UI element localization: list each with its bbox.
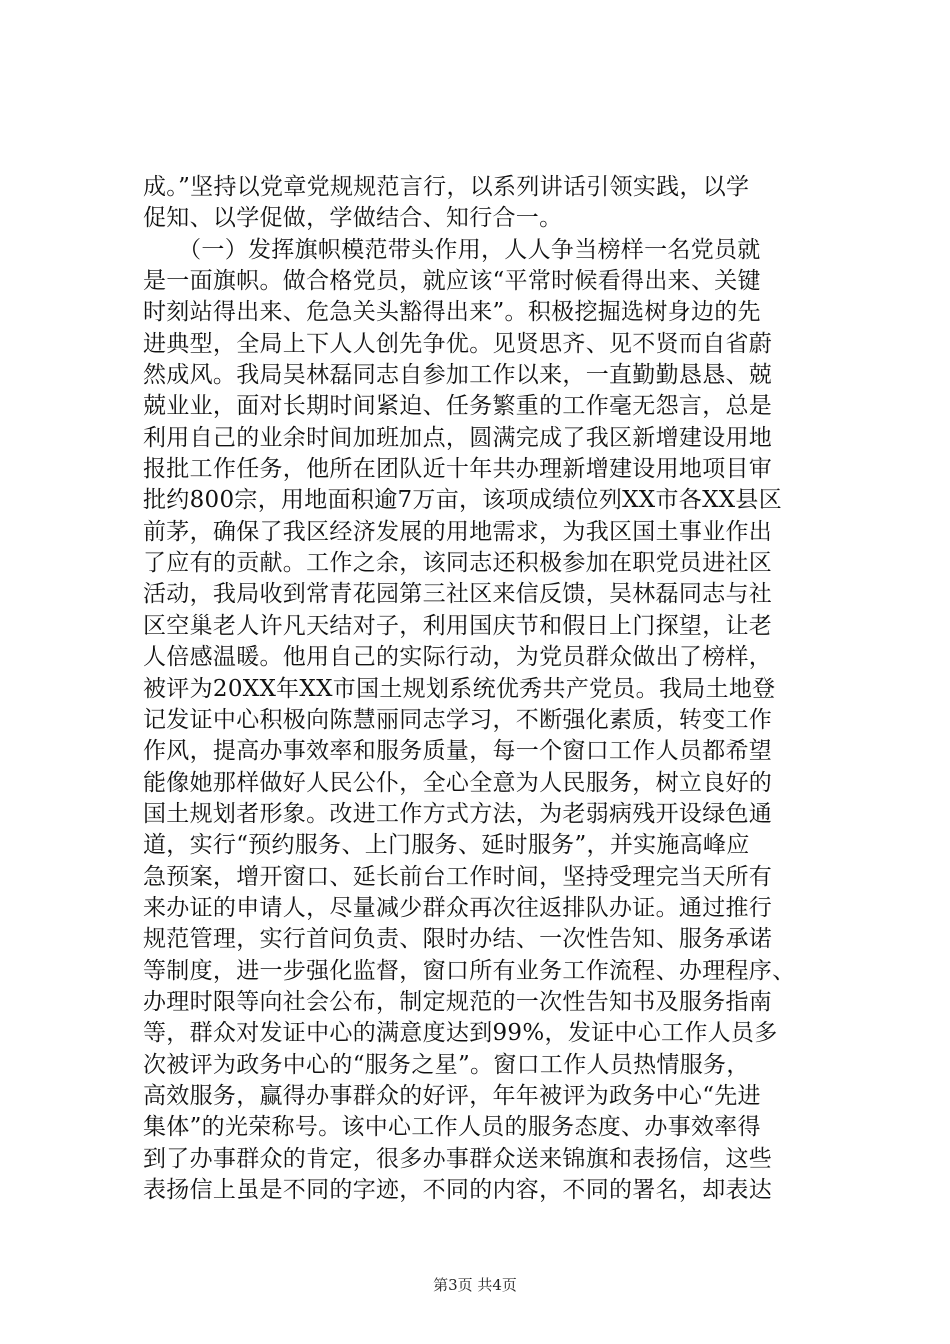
text-line: 时刻站得出来、危急关头豁得出来”。积极挖掘选树身边的先 <box>143 299 761 326</box>
text-line: 成。”坚持以党章党规规范言行，以系列讲话引领实践，以学 <box>143 174 750 200</box>
text-line: 利用自己的业余时间加班加点，圆满完成了我区新增建设用地 <box>143 424 773 451</box>
text-line: 人倍感温暖。他用自己的实际行动，为党员群众做出了榜样， <box>143 644 773 671</box>
text-line: 到了办事群众的肯定，很多办事群众送来锦旗和表扬信，这些 <box>143 1145 773 1172</box>
text-line: 被评为20XX年XX市国土规划系统优秀共产党员。我局土地登 <box>143 675 776 702</box>
body-text <box>143 172 823 1206</box>
text-line: 批约800宗，用地面积逾7万亩，该项成绩位列XX市各XX县区 <box>143 487 783 514</box>
text-line: 次被评为政务中心的“服务之星”。窗口工作人员热情服务， <box>143 1051 750 1078</box>
text-line: 前茅，确保了我区经济发展的用地需求，为我区国土事业作出 <box>143 518 773 545</box>
text-line: 是一面旗帜。做合格党员，就应该“平常时候看得出来、关键 <box>143 268 761 295</box>
text-line: 道，实行“预约服务、上门服务、延时服务”，并实施高峰应 <box>143 832 750 859</box>
text-line: 急预案，增开窗口、延长前台工作时间，坚持受理完当天所有 <box>143 863 773 890</box>
text-line: 表扬信上虽是不同的字迹，不同的内容，不同的署名，却表达 <box>143 1177 773 1203</box>
text-line: 促知、以学促做，学做结合、知行合一。 <box>143 205 563 232</box>
page-footer <box>0 1275 950 1295</box>
text-line: 能像她那样做好人民公仆，全心全意为人民服务，树立良好的 <box>143 769 773 796</box>
text-line: 区空巢老人许凡天结对子，利用国庆节和假日上门探望，让老 <box>143 612 773 639</box>
text-line: （一）发挥旗帜模范带头作用，人人争当榜样一名党员就 <box>143 236 761 263</box>
text-line: 报批工作任务，他所在团队近十年共办理新增建设用地项目审 <box>143 456 773 483</box>
text-line: 等，群众对发证中心的满意度达到99%，发证中心工作人员多 <box>143 1020 778 1047</box>
page-number: 第3页 共4页 <box>433 1276 517 1294</box>
text-line: 国土规划者形象。改进工作方式方法，为老弱病残开设绿色通 <box>143 800 773 827</box>
text-line: 高效服务，赢得办事群众的好评，年年被评为政务中心“先进 <box>143 1082 761 1109</box>
text-line: 集体”的光荣称号。该中心工作人员的服务态度、办事效率得 <box>143 1114 761 1141</box>
text-line: 办理时限等向社会公布，制定规范的一次性告知书及服务指南 <box>143 988 773 1015</box>
text-line: 作风，提高办事效率和服务质量，每一个窗口工作人员都希望 <box>143 738 773 765</box>
text-line: 进典型，全局上下人人创先争优。见贤思齐、见不贤而自省蔚 <box>143 330 773 357</box>
text-line: 兢业业，面对长期时间紧迫、任务繁重的工作毫无怨言，总是 <box>143 393 773 420</box>
text-line: 来办证的申请人，尽量减少群众再次往返排队办证。通过推行 <box>143 894 773 921</box>
text-line: 活动，我局收到常青花园第三社区来信反馈，吴林磊同志与社 <box>143 581 773 608</box>
text-line: 然成风。我局吴林磊同志自参加工作以来，一直勤勤恳恳、兢 <box>143 362 773 389</box>
text-line: 等制度，进一步强化监督，窗口所有业务工作流程、办理程序、 <box>143 957 796 984</box>
text-line: 了应有的贡献。工作之余，该同志还积极参加在职党员进社区 <box>143 550 773 577</box>
text-line: 规范管理，实行首问负责、限时办结、一次性告知、服务承诺 <box>143 926 773 953</box>
text-line: 记发证中心积极向陈慧丽同志学习，不断强化素质，转变工作 <box>143 706 773 733</box>
